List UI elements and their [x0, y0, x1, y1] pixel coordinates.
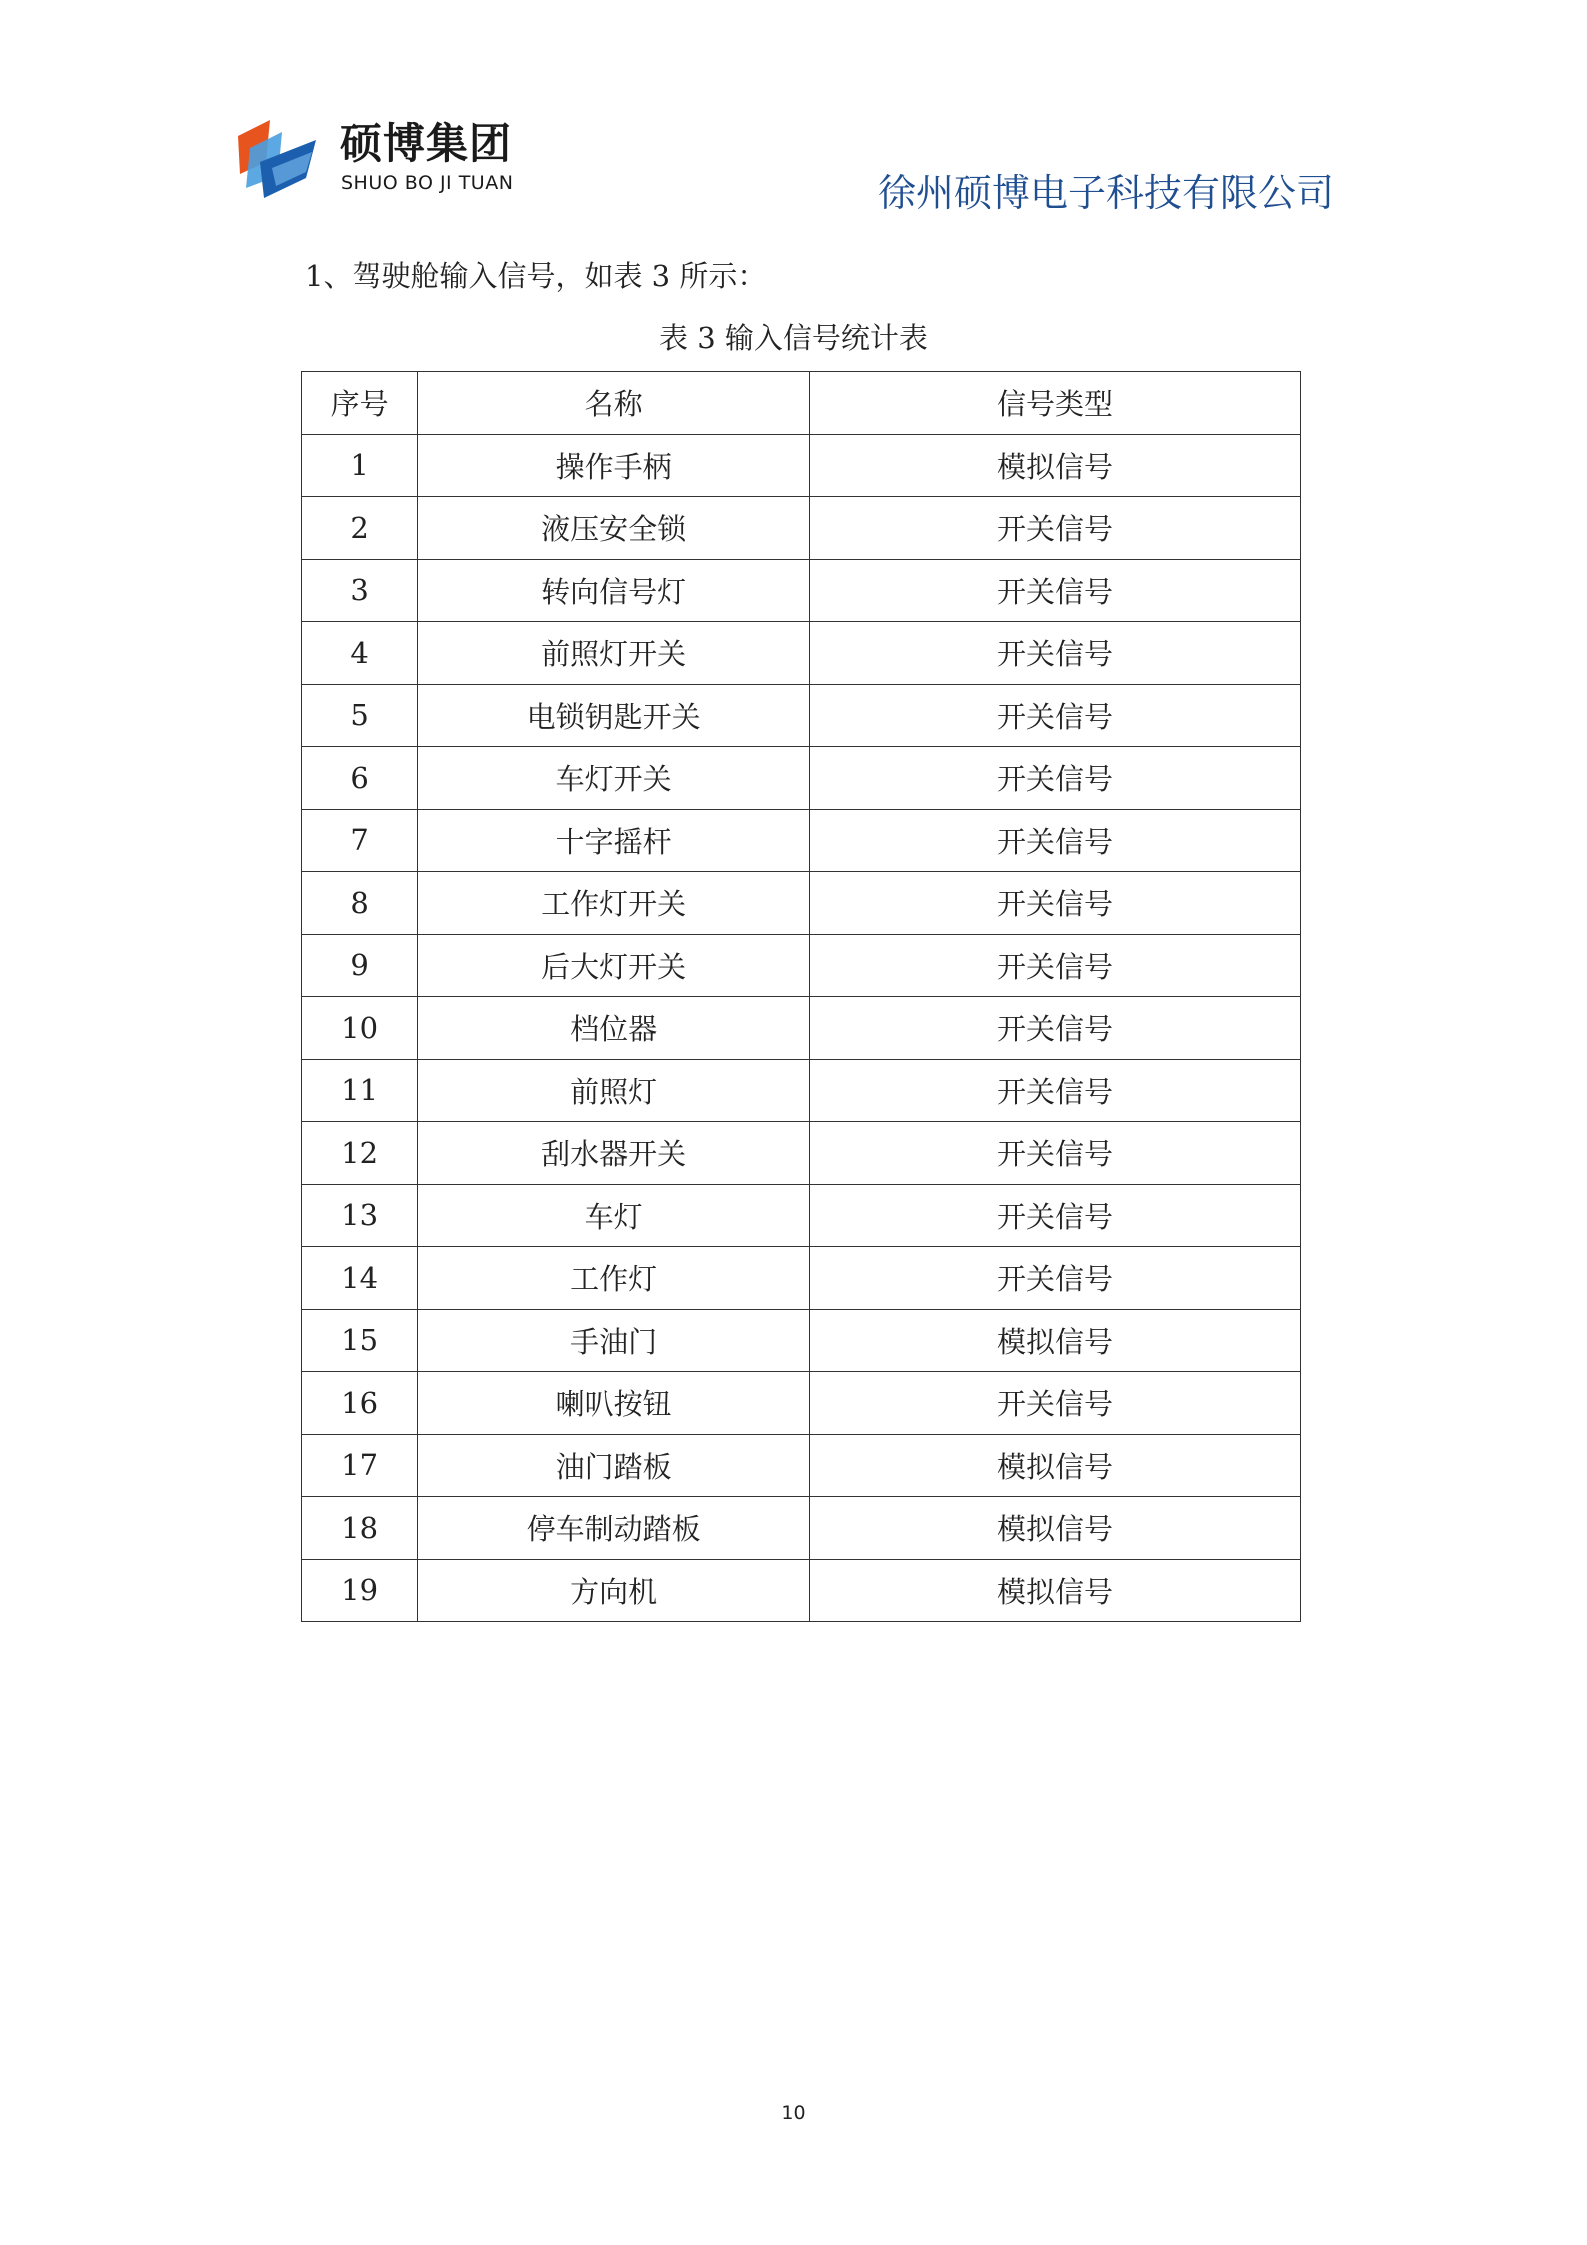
table-row — [302, 684, 1301, 747]
table-row — [302, 997, 1301, 1060]
table-row — [302, 559, 1301, 622]
table-row — [302, 872, 1301, 935]
cell-signal-type: 开关信号 — [810, 1247, 1301, 1310]
cell-index: 9 — [302, 934, 418, 997]
cell-signal-type: 开关信号 — [810, 684, 1301, 747]
cell-signal-type: 开关信号 — [810, 809, 1301, 872]
cell-signal-type: 开关信号 — [810, 1372, 1301, 1435]
table-row — [302, 747, 1301, 810]
header-name: 名称 — [418, 372, 810, 435]
header-signal-type: 信号类型 — [810, 372, 1301, 435]
cell-index: 8 — [302, 872, 418, 935]
cell-index: 14 — [302, 1247, 418, 1310]
cell-index: 16 — [302, 1372, 418, 1435]
cell-name: 车灯 — [418, 1184, 810, 1247]
cell-signal-type: 开关信号 — [810, 559, 1301, 622]
cell-name: 电锁钥匙开关 — [418, 684, 810, 747]
cell-name: 停车制动踏板 — [418, 1497, 810, 1560]
cell-signal-type: 模拟信号 — [810, 434, 1301, 497]
cell-name: 工作灯开关 — [418, 872, 810, 935]
cell-index: 18 — [302, 1497, 418, 1560]
cell-name: 车灯开关 — [418, 747, 810, 810]
cell-name: 手油门 — [418, 1309, 810, 1372]
cell-name: 十字摇杆 — [418, 809, 810, 872]
header-index: 序号 — [302, 372, 418, 435]
cell-name: 转向信号灯 — [418, 559, 810, 622]
cell-signal-type: 开关信号 — [810, 1059, 1301, 1122]
cell-index: 7 — [302, 809, 418, 872]
cell-name: 前照灯 — [418, 1059, 810, 1122]
table-row — [302, 1247, 1301, 1310]
cell-signal-type: 开关信号 — [810, 622, 1301, 685]
table-row — [302, 434, 1301, 497]
cell-index: 10 — [302, 997, 418, 1060]
table-caption: 表 3 输入信号统计表 — [659, 321, 928, 355]
cell-signal-type: 开关信号 — [810, 997, 1301, 1060]
cell-name: 喇叭按钮 — [418, 1372, 810, 1435]
table-row — [302, 1122, 1301, 1185]
cell-signal-type: 模拟信号 — [810, 1434, 1301, 1497]
cell-index: 6 — [302, 747, 418, 810]
cell-signal-type: 开关信号 — [810, 1184, 1301, 1247]
cell-index: 19 — [302, 1559, 418, 1622]
table-row — [302, 809, 1301, 872]
cell-index: 1 — [302, 434, 418, 497]
cell-name: 前照灯开关 — [418, 622, 810, 685]
company-name: 徐州硕博电子科技有限公司 — [877, 171, 1334, 215]
cell-name: 液压安全锁 — [418, 497, 810, 560]
cell-name: 工作灯 — [418, 1247, 810, 1310]
cell-index: 3 — [302, 559, 418, 622]
intro-text: 1、驾驶舱输入信号，如表 3 所示： — [305, 259, 767, 293]
cell-index: 11 — [302, 1059, 418, 1122]
table-row — [302, 1184, 1301, 1247]
cell-name: 操作手柄 — [418, 434, 810, 497]
cell-signal-type: 开关信号 — [810, 747, 1301, 810]
table-row — [302, 1059, 1301, 1122]
cell-index: 13 — [302, 1184, 418, 1247]
table-row — [302, 1497, 1301, 1560]
table-row — [302, 1559, 1301, 1622]
table-row — [302, 497, 1301, 560]
cell-index: 4 — [302, 622, 418, 685]
cell-name: 方向机 — [418, 1559, 810, 1622]
cell-index: 12 — [302, 1122, 418, 1185]
table-row — [302, 1372, 1301, 1435]
company-logo-icon — [236, 118, 320, 200]
table-header-row — [302, 372, 1301, 435]
cell-name: 刮水器开关 — [418, 1122, 810, 1185]
cell-index: 2 — [302, 497, 418, 560]
page-number: 10 — [781, 2102, 806, 2124]
cell-signal-type: 模拟信号 — [810, 1559, 1301, 1622]
cell-signal-type: 开关信号 — [810, 934, 1301, 997]
cell-index: 5 — [302, 684, 418, 747]
table-row — [302, 622, 1301, 685]
table-row — [302, 934, 1301, 997]
cell-name: 后大灯开关 — [418, 934, 810, 997]
brand-name-cn: 硕博集团 — [340, 119, 513, 168]
cell-signal-type: 模拟信号 — [810, 1309, 1301, 1372]
table-row — [302, 1434, 1301, 1497]
table-row — [302, 1309, 1301, 1372]
cell-index: 15 — [302, 1309, 418, 1372]
cell-signal-type: 模拟信号 — [810, 1497, 1301, 1560]
cell-signal-type: 开关信号 — [810, 872, 1301, 935]
cell-name: 油门踏板 — [418, 1434, 810, 1497]
cell-signal-type: 开关信号 — [810, 1122, 1301, 1185]
brand-name-en: SHUO BO JI TUAN — [341, 172, 514, 194]
signal-table — [301, 371, 1301, 1622]
cell-index: 17 — [302, 1434, 418, 1497]
cell-name: 档位器 — [418, 997, 810, 1060]
cell-signal-type: 开关信号 — [810, 497, 1301, 560]
